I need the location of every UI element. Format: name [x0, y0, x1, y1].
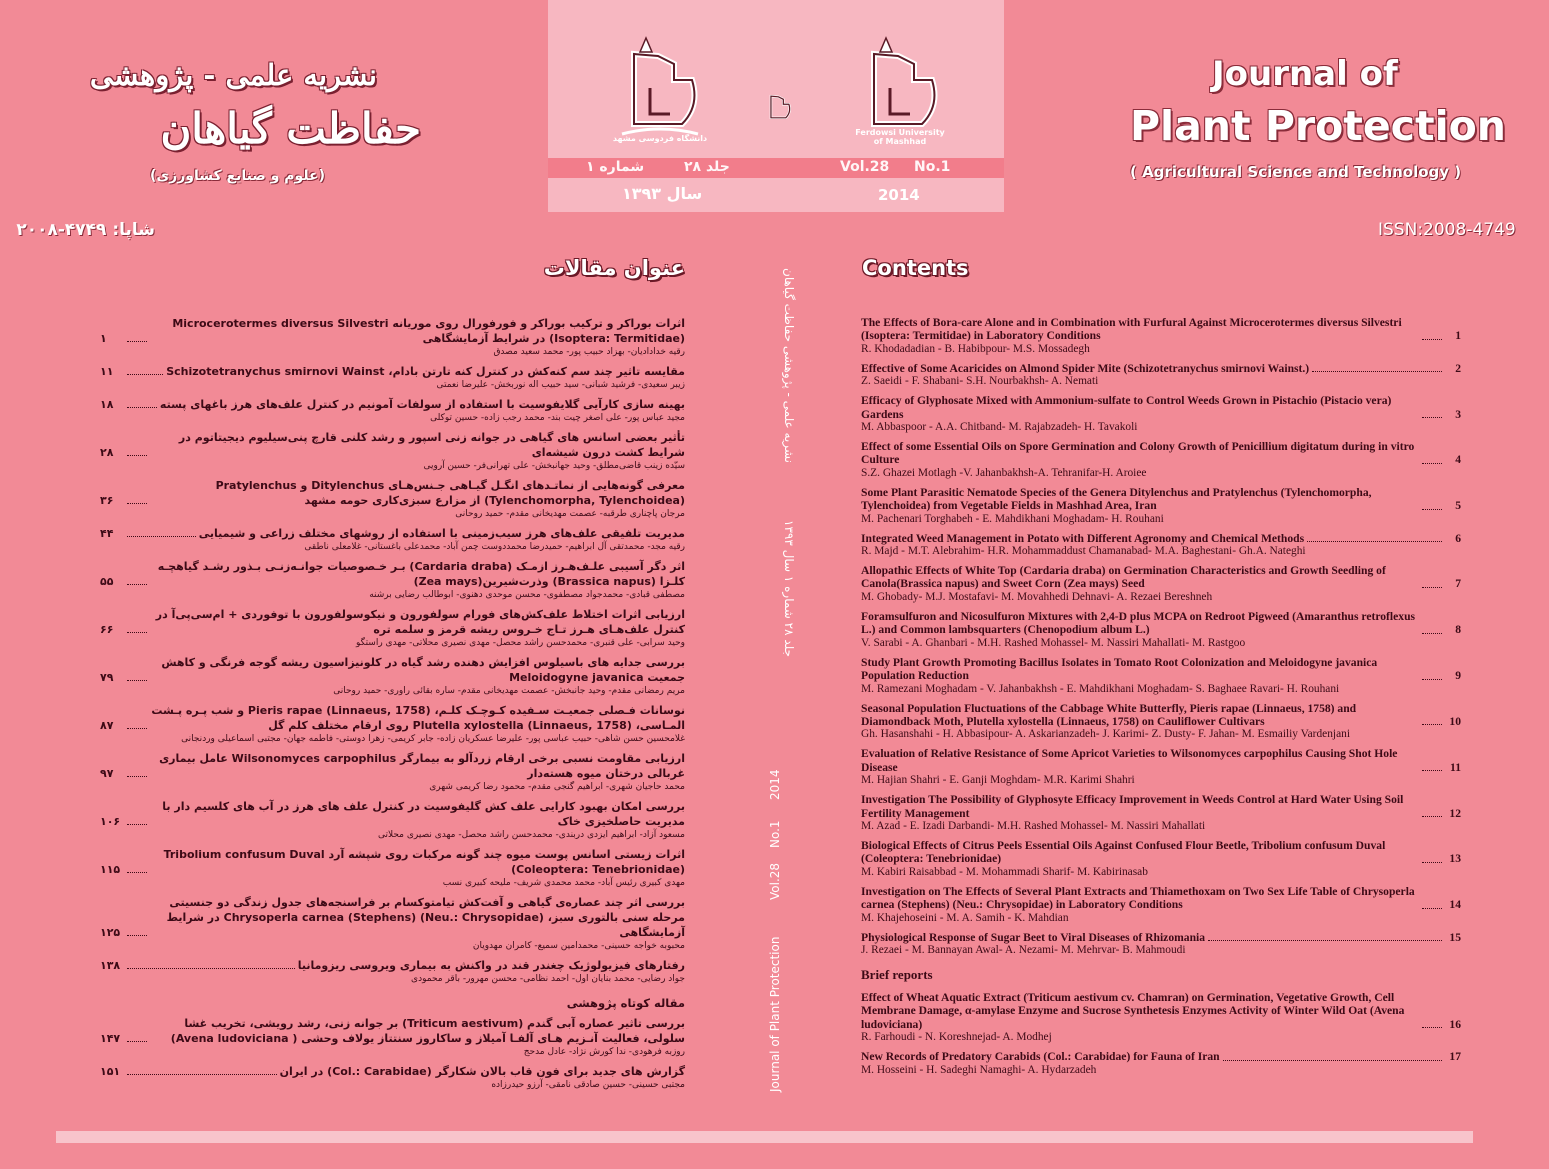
- persian-article-entry: [100, 397, 685, 425]
- article-entry: [861, 610, 1461, 650]
- article-entry: [861, 1050, 1461, 1076]
- persian-article-authors: جواد رضایی- محمد بنایان اول- احمد نظامی- محسن مهرور- باقر محمودی: [411, 974, 685, 984]
- persian-article-authors: مرجان پاچناری طرقبه- عصمت مهدیخانی مقدم- حمید روحانی: [455, 509, 685, 519]
- persian-article-title-row: [100, 526, 685, 541]
- article-entry: [861, 885, 1461, 925]
- article-authors: S.Z. Ghazei Motlagh -V. Jahanbakhsh-A. Tehranifar-H. Aroiee: [861, 466, 1147, 479]
- article-title: Biological Effects of Citrus Peels Essential Oils Against Confused Flour Beetle, Tribolium confusum Duval (Coleoptera: Tenebrionidae): [861, 838, 1386, 866]
- persian-article-title-row: [100, 430, 685, 460]
- article-entry: [861, 362, 1461, 388]
- university-logo-fa: [612, 34, 708, 148]
- article-title-row: [861, 486, 1461, 513]
- article-entry: [861, 486, 1461, 526]
- persian-article-title-row: [100, 655, 685, 685]
- leader-dots: [1422, 816, 1442, 817]
- leader-dots: [127, 584, 147, 585]
- persian-article-title-row: [100, 751, 685, 781]
- leader-dots: [127, 1041, 147, 1042]
- article-title-row: [861, 931, 1461, 944]
- article-authors: R. Farhoudi - N. Koreshnejad- A. Modhej: [861, 1031, 1052, 1044]
- article-title: Effect of Wheat Aquatic Extract (Triticum aestivum cv. Chamran) on Germination, Vegetative Growth, Cell Membrane Damage, α-amylase Enzyme and Sucrose Synthetesis Enzymes Activity of Winter Wild Oat (Avena ludoviciana): [861, 990, 1405, 1031]
- persian-page-number: ۵۵: [100, 575, 114, 588]
- small-logo: [764, 90, 794, 128]
- leader-dots: [1422, 679, 1442, 680]
- leader-dots: [1422, 1027, 1442, 1028]
- year-fa: سال ۱۳۹۳: [622, 184, 703, 203]
- persian-article-title: بهینه سازی کارآیی گلایفوسیت با استفاده از سولفات آمونیم در کنترل علف‌های هرز باغهای پسته: [159, 398, 685, 411]
- article-authors: M. Hosseini - H. Sadeghi Namaghi- A. Hydarzadeh: [861, 1063, 1097, 1076]
- journal-title-line1: Journal of: [1212, 54, 1398, 94]
- article-title-row: [861, 440, 1461, 467]
- article-title: Study Plant Growth Promoting Bacillus Isolates in Tomato Root Colonization and Meloidogyne javanica Population Reduction: [861, 655, 1378, 683]
- page-number: 9: [1455, 669, 1461, 683]
- leader-dots: [1422, 509, 1442, 510]
- persian-page-number: ۱۵۱: [100, 1065, 121, 1078]
- persian-article-title-row: [100, 397, 685, 412]
- persian-article-authors: مجتبی حسینی- حسین صادقی نامقی- آرزو حیدرزاده: [491, 1080, 685, 1090]
- article-authors: Z. Saeidi - F. Shabani- S.H. Nourbakhsh- A. Nemati: [861, 375, 1099, 388]
- leader-dots: [127, 374, 163, 375]
- article-entry: [861, 931, 1461, 957]
- persian-article-title: بررسی جدایه های باسیلوس افزایش دهنده رشد گیاه در کلونیزاسیون ریشه گوجه فرنگی و کاهش جمعیت Meloidogyne javanica: [161, 656, 685, 684]
- article-title-row: [861, 793, 1461, 820]
- persian-article-authors: مسعود آزاد- ابراهیم ایزدی دربندی- محمدحسن راشد محصل- مهدی نصیری محلاتی: [378, 830, 685, 840]
- article-title-row: [861, 885, 1461, 912]
- leader-dots: [127, 632, 147, 633]
- persian-article-title: اثرات بوراکر و ترکیب بوراکر و فورفورال روی موریانه Microcerotermes diversus Silvestri (Isoptera: Termitidae) در شرایط آزمایشگاهی: [172, 317, 685, 345]
- page-number: 15: [1449, 930, 1461, 944]
- persian-article-authors: مصطفی قبادی- محمدجواد مصطفوی- محسن موحدی دهنوی- ابوطالب رضایی برشنه: [369, 590, 685, 600]
- leader-dots: [127, 968, 295, 969]
- article-title: New Records of Predatory Carabids (Col.: Carabidae) for Fauna of Iran: [861, 1050, 1220, 1064]
- persian-page-number: ۸۷: [100, 719, 114, 732]
- page-number: 1: [1455, 329, 1461, 343]
- article-entry: [861, 839, 1461, 879]
- persian-article-authors: مجید عباس پور- علی اصغر چیت بند- محمد رجب زاده- حسین توکلی: [430, 413, 685, 423]
- persian-article-entry: [100, 316, 685, 359]
- persian-page-number: ۲۸: [100, 446, 114, 459]
- article-entry: [861, 656, 1461, 696]
- contents-heading: Contents: [862, 256, 969, 280]
- article-authors: M. Pachenari Torghabeh - E. Mahdikhani Moghadam- H. Rouhani: [861, 512, 1164, 525]
- page-number: 17: [1449, 1050, 1461, 1064]
- spine-title-en: Journal of Plant Protection: [768, 936, 782, 1092]
- leader-dots: [127, 407, 157, 408]
- persian-brief-heading: مقاله کوتاه پژوهشی: [566, 996, 685, 1010]
- article-title-row: [861, 702, 1461, 729]
- persian-page-number: ۱۲۵: [100, 926, 121, 939]
- persian-page-number: ۱۸: [100, 398, 114, 411]
- article-title: Foramsulfuron and Nicosulfuron Mixtures with 2,4-D plus MCPA on Redroot Pigweed (Amaranthus retroflexus L.) and Common lambsquarters (Chenopodium album L.): [861, 609, 1416, 637]
- persian-page-number: ۱۴۷: [100, 1032, 121, 1045]
- leader-dots: [127, 680, 147, 681]
- volume-fa: جلد ۲۸: [684, 159, 730, 175]
- persian-article-authors: زیبر سعیدی- فرشید شبانی- سید حبیب اله نوربخش- علیرضا نعمتی: [436, 380, 685, 390]
- persian-article-title: اثر دگر آسیبی علـف‌هـرز ازمـک (Cardaria draba) بـر خـصوصیات جوانـه‌زنـی بـذور رشـد گیاهچـه کلـزا (Brassica napus) وذرت‌شیرین(Zea mays): [157, 560, 685, 588]
- issn-fa: شاپا: ۴۷۴۹-۲۰۰۸: [16, 220, 155, 240]
- persian-article-authors: غلامحسین حسن شاهی- حبیب عباسی پور- علیرضا عسکریان زاده- جابر کریمی- زهرا دوستی- فاطمه جهان- مجتبی اسماعیلی وردنجانی: [181, 734, 685, 744]
- issue-number-en: No.1: [914, 159, 951, 175]
- article-title: Some Plant Parasitic Nematode Species of the Genera Ditylenchus and Pratylenchus (Tylenchomorpha, Tylenchoidea) from Vegetable Fields in Mashhad Area, Iran: [861, 485, 1372, 513]
- persian-article-title-row: [100, 607, 685, 637]
- persian-title: حفاظت گیاهان: [160, 104, 421, 153]
- persian-article-title: ارزیابی مقاومت نسبی برخی ارقام زردآلو به بیمارگر Wilsonomyces carpophilus عامل بیماری غربالی درختان میوه هسته‌دار: [159, 752, 685, 780]
- persian-contents-list: [100, 316, 685, 1097]
- article-entry: [861, 394, 1461, 434]
- spine-volume: Vol.28: [768, 862, 782, 900]
- article-title: Evaluation of Relative Resistance of Some Apricot Varieties to Wilsonomyces carpophilus Causing Shot Hole Disease: [861, 747, 1398, 774]
- persian-page-number: ۴۴: [100, 527, 114, 540]
- article-title: Investigation on The Effects of Several Plant Extracts and Thiamethoxam on Two Sex Life Table of Chrysoperla carnea (Stephens) (Neu.: Chrysopidae) in Laboratory Conditions: [861, 884, 1415, 912]
- persian-page-number: ۱۱: [100, 365, 114, 378]
- leader-dots: [127, 728, 147, 729]
- article-title: Effect of some Essential Oils on Spore Germination and Colony Growth of Penicillium digitatum during in vitro Culture: [861, 440, 1415, 467]
- article-entry: [861, 991, 1461, 1044]
- page-number: 13: [1449, 852, 1461, 866]
- spine-issue-fa: جلد ۲۸ شماره ۱ سال ۱۳۹۳: [782, 520, 796, 658]
- leader-dots: [1422, 463, 1442, 464]
- volume-bar: [548, 158, 1004, 178]
- volume-en: Vol.28: [840, 159, 890, 175]
- persian-article-title: بررسی تاثیر عصاره آبی گندم (Triticum aestivum) بر جوانه زنی، رشد رویشی، تخریب غشا سلولی، فعالیت آنـزیم هـای آلفـا آمیلاز و ساکاروز سنتتاز یولاف وحشی ( Avena ludoviciana): [170, 1017, 685, 1045]
- persian-article-entry: [100, 847, 685, 890]
- leader-dots: [127, 872, 147, 873]
- leader-dots: [1422, 633, 1442, 634]
- page-number: 3: [1455, 407, 1461, 421]
- leader-dots: [1422, 862, 1442, 863]
- issn-en: ISSN:2008-4749: [1378, 220, 1516, 240]
- persian-article-title-row: [100, 895, 685, 940]
- persian-kicker: نشریه علمی - پژوهشی: [89, 58, 377, 92]
- spine-title-fa: نشریه علمی - پژوهشی حفاظت گیاهان: [782, 268, 796, 463]
- article-entry: [861, 793, 1461, 833]
- journal-title-line2: Plant Protection: [1130, 102, 1506, 150]
- persian-article-authors: رقیه خدادادیان- بهزاد حبیب پور- محمد سعید مصدق: [493, 347, 685, 357]
- persian-article-title-row: [100, 703, 685, 733]
- persian-article-title: رفتارهای فیزیولوژیک چغندر قند در واکنش به بیماری ویروسی ریزومانیا: [297, 959, 685, 972]
- page-number: 12: [1449, 806, 1461, 820]
- article-title-row: [861, 316, 1461, 343]
- article-entry: [861, 747, 1461, 787]
- brief-reports-heading: Brief reports: [861, 966, 933, 982]
- leader-dots: [1208, 940, 1442, 941]
- university-emblem-icon: [612, 34, 708, 144]
- leader-dots: [127, 935, 147, 936]
- logo-caption-fa: دانشگاه فردوسی مشهد: [612, 134, 708, 143]
- page-number: 16: [1449, 1017, 1461, 1031]
- persian-article-entry: [100, 1016, 685, 1059]
- persian-article-entry: [100, 703, 685, 746]
- article-entry: [861, 702, 1461, 742]
- persian-article-entry: [100, 895, 685, 953]
- article-authors: M. Abbaspoor - A.A. Chitband- M. Rajabzadeh- H. Tavakoli: [861, 421, 1138, 434]
- page-number: 14: [1449, 898, 1461, 912]
- persian-article-title: اثرات زیستی اسانس پوست میوه چند گونه مرکبات روی شپشه آرد Tribolium confusum Duval (Coleoptera: Tenebrionidae): [163, 848, 685, 876]
- article-authors: M. Hajian Shahri - E. Ganji Moghdam- M.R. Karimi Shahri: [861, 774, 1135, 787]
- leader-dots: [127, 503, 147, 504]
- article-authors: J. Rezaei - M. Bannayan Awal- A. Nezami- M. Mehrvar- B. Mahmoudi: [861, 943, 1186, 956]
- page-number: 10: [1449, 714, 1461, 728]
- persian-article-title-row: [100, 559, 685, 589]
- persian-article-title-row: [100, 1064, 685, 1079]
- article-authors: Gh. Hasanshahi - H. Abbasipour- A. Askarianzadeh- J. Karimi- Z. Dusty- F. Jahan- M. Esmailiy Vardenjani: [861, 728, 1350, 741]
- issue-number-fa: شماره ۱: [586, 159, 645, 175]
- article-title-row: [861, 747, 1461, 774]
- article-title-row: [861, 532, 1461, 545]
- article-title: Investigation The Possibility of Glyphosyte Efficacy Improvement in Weeds Control at Hard Water Using Soil Fertility Management: [861, 793, 1404, 820]
- article-entry: [861, 532, 1461, 558]
- spine-number: No.1: [768, 820, 782, 848]
- article-authors: M. Ghobady- M.J. Mostafavi- M. Movahhedi Dehnavi- A. Rezaei Bereshneh: [861, 590, 1213, 603]
- persian-article-title-row: [100, 958, 685, 973]
- persian-article-title: مدیریت تلفیقی علف‌های هرز سیب‌زمینی با استفاده از روشهای مختلف زراعی و شیمیایی: [198, 527, 685, 540]
- page-number: 8: [1455, 623, 1461, 637]
- journal-subtitle: ( Agricultural Science and Technology ): [1130, 163, 1462, 181]
- leader-dots: [1422, 770, 1442, 771]
- persian-article-authors: مهدی کبیری رئیس آباد- محمد محمدی شریف- ملیحه کبیری نسب: [442, 878, 685, 888]
- article-title: Efficacy of Glyphosate Mixed with Ammonium-sulfate to Control Weeds Grown in Pistachio (Pistacio vera) Gardens: [861, 394, 1392, 421]
- page-number: 6: [1455, 531, 1461, 545]
- article-title-row: [861, 991, 1461, 1031]
- persian-page-number: ۱: [100, 332, 107, 345]
- article-title-row: [861, 564, 1461, 591]
- leader-dots: [1312, 371, 1442, 372]
- persian-article-entry: [100, 478, 685, 521]
- persian-article-entry: [100, 1064, 685, 1092]
- persian-article-entry: [100, 559, 685, 602]
- leader-dots: [127, 341, 147, 342]
- article-authors: R. Khodadadian - B. Habibpour- M.S. Mossadegh: [861, 342, 1090, 355]
- persian-article-title-row: [100, 847, 685, 877]
- persian-article-authors: وحید سرابی- علی قنبری- محمدحسن راشد محصل- مهدی نصیری محلاتی- مهدی راستگو: [355, 638, 685, 648]
- leader-dots: [1422, 587, 1442, 588]
- page-number: 7: [1455, 577, 1461, 591]
- logo-caption-en: Ferdowsi University of Mashhad: [855, 128, 945, 146]
- persian-article-title-row: [100, 364, 685, 379]
- small-emblem-icon: [764, 90, 794, 124]
- leader-dots: [1307, 541, 1442, 542]
- persian-subtitle: (علوم و صنایع کشاورزی): [149, 168, 325, 184]
- article-authors: M. Kabiri Raisabbad - M. Mohammadi Sharif- M. Kabirinasab: [861, 865, 1148, 878]
- persian-article-title-row: [100, 478, 685, 508]
- article-authors: M. Ramezani Moghadam - V. Jahanbakhsh - E. Mahdikhani Moghadam- S. Baghaee Ravari- H. Rouhani: [861, 682, 1340, 695]
- persian-article-authors: سیّده زینب قاضی‌مطلق- وحید جهانبخش- علی تهرانی‌فر- حسین آرویی: [423, 461, 685, 471]
- bottom-strip: [56, 1131, 1473, 1143]
- article-title-row: [861, 1050, 1461, 1063]
- persian-page-number: ۹۷: [100, 767, 114, 780]
- page-number: 4: [1455, 453, 1461, 467]
- article-title-row: [861, 839, 1461, 866]
- article-authors: R. Majd - M.T. Alebrahim- H.R. Mohammaddust Chamanabad- M.A. Baghestani- Gh.A. Nateghi: [861, 545, 1306, 558]
- persian-page-number: ۱۰۶: [100, 815, 121, 828]
- persian-article-title: ارزیابی اثرات اختلاط علف‌کش‌های فورام سولفورون و نیکوسولفورون با توفوردی + ام‌سی‌پی‌آ در کنترل علف‌هـای هـرز تـاج خـروس ریشه قرمز و سلمه تره: [155, 608, 685, 636]
- page-number: 11: [1450, 760, 1461, 774]
- english-contents-list: [861, 316, 1461, 1083]
- leader-dots: [1422, 908, 1442, 909]
- persian-article-authors: روزبه فرهودی- ندا کورش نژاد- عادل مدحج: [523, 1047, 685, 1057]
- spine-year: 2014: [768, 769, 782, 800]
- leader-dots: [1422, 417, 1442, 418]
- article-title-row: [861, 610, 1461, 637]
- article-entry: [861, 440, 1461, 480]
- persian-article-title: نوسانات فـصلی جمعیـت سـفیده کـوچـک کلـم، Pieris rapae (Linnaeus, 1758) و شب پـره پـشت المـاسی، Plutella xylostella (Linnaeus, 1758) روی ارقام مختلف کلم گل: [151, 704, 685, 732]
- article-authors: M. Azad - E. Izadi Darbandi- M.H. Rashed Mohassel- M. Nassiri Mahallati: [861, 819, 1206, 832]
- persian-page-number: ۶۶: [100, 623, 114, 636]
- persian-article-authors: محبوبه خواجه حسینی- محمدامین سمیع- کامران مهدویان: [472, 941, 685, 951]
- persian-article-entry: [100, 364, 685, 392]
- article-entry: [861, 564, 1461, 604]
- article-title-row: [861, 656, 1461, 683]
- persian-article-title: معرفی گونه‌هایی از نماتـدهای انگـل گیـاهی جـنس‌هـای Ditylenchus و Pratylenchus (Tylenchomorpha, Tylenchoidea) از مزارع سبزی‌کاری حومه مشهد: [215, 479, 685, 507]
- article-title-row: [861, 394, 1461, 421]
- article-title-row: [861, 362, 1461, 375]
- page-number: 2: [1455, 361, 1461, 375]
- persian-page-number: ۱۱۵: [100, 863, 121, 876]
- leader-dots: [127, 776, 147, 777]
- persian-article-authors: رقیه مجد- محمدتقی آل ابراهیم- حمیدرضا محمددوست چمن آباد- محمدعلی باغستانی- غلامعلی ناطقی: [304, 542, 685, 552]
- persian-article-entry: [100, 958, 685, 986]
- leader-dots: [127, 824, 147, 825]
- leader-dots: [1223, 1060, 1442, 1061]
- persian-article-authors: مریم رمضانی مقدم- وحید جانبخش- عصمت مهدیخانی مقدم- ساره بقائی راوری- حمید روحانی: [333, 686, 685, 696]
- leader-dots: [1422, 339, 1442, 340]
- persian-article-title-row: [100, 1016, 685, 1046]
- persian-article-entry: [100, 751, 685, 794]
- persian-article-title: مقایسه تاثیر چند سم کنه‌کش در کنترل کنه تارتن بادام، Schizotetranychus smirnovi Wainst: [166, 365, 685, 378]
- persian-article-entry: [100, 799, 685, 842]
- persian-article-entry: [100, 607, 685, 650]
- persian-article-entry: [100, 430, 685, 473]
- article-title: Integrated Weed Management in Potato with Different Agronomy and Chemical Methods: [861, 531, 1305, 545]
- persian-page-number: ۳۶: [100, 494, 114, 507]
- persian-article-title: بررسی اثر چند عصاره‌ی گیاهی و آفت‌کش تیامتوکسام بر فراسنجه‌های جدول زندگی دو جنسیتی مرحله سنی بالتوری سبز، Chrysoperla carnea (Stephens) (Neu.: Chrysopidae) در شرایط آزمایشگاهی: [166, 896, 685, 939]
- persian-page-number: ۱۳۸: [100, 959, 121, 972]
- persian-article-title: بررسی امکان بهبود کارایی علف کش گلیفوسیت در کنترل علف های هرز در آب های کلسیم دار با مدیریت حاصلخیزی خاک: [162, 800, 685, 828]
- article-title: Allopathic Effects of White Top (Cardaria draba) on Germination Characteristics and Growth Seedling of Canola(Brassica napus) and Sweet Corn (Zea mays) Seed: [861, 564, 1386, 591]
- article-title: The Effects of Bora-care Alone and in Combination with Furfural Against Microcerotermes diversus Silvestri (Isoptera: Termitidae) in Laboratory Conditions: [861, 316, 1402, 343]
- article-authors: V. Sarabi - A. Ghanbari - M.H. Rashed Mohassel- M. Nassiri Mahallati- M. Rastgoo: [861, 636, 1246, 649]
- persian-contents-heading: عنوان مقالات: [543, 256, 685, 280]
- persian-article-entry: [100, 526, 685, 554]
- article-title: Physiological Response of Sugar Beet to Viral Diseases of Rhizomania: [861, 930, 1206, 944]
- persian-article-title: تأثیر بعضی اسانس های گیاهی در جوانه زنی اسپور و رشد کلنی قارچ پنی‌سیلیوم دیجیتاتوم در شرایط کشت درون شیشه‌ای: [178, 431, 685, 459]
- article-title: Effective of Some Acaricides on Almond Spider Mite (Schizotetranychus smirnovi Wainst.): [861, 361, 1310, 375]
- persian-article-title-row: [100, 799, 685, 829]
- persian-article-title-row: [100, 316, 685, 346]
- article-title: Seasonal Population Fluctuations of the Cabbage White Butterfly, Pieris rapae (Linnaeus, 1758) and Diamondback Moth, Plutella xylostella (Linnaeus, 1758) on Cauliflower Cultivars: [861, 701, 1357, 728]
- leader-dots: [127, 1074, 277, 1075]
- persian-article-entry: [100, 655, 685, 698]
- leader-dots: [1422, 724, 1442, 725]
- persian-article-authors: محمد حاجیان شهری- ابراهیم گنجی مقدم- محمود رضا کریمی شهری: [429, 782, 685, 792]
- page-number: 5: [1455, 499, 1461, 513]
- article-authors: M. Khajehoseini - M. A. Samih - K. Mahdian: [861, 911, 1069, 924]
- year-en: 2014: [878, 186, 920, 204]
- persian-page-number: ۷۹: [100, 671, 114, 684]
- leader-dots: [127, 455, 147, 456]
- leader-dots: [127, 536, 196, 537]
- article-entry: [861, 316, 1461, 356]
- persian-article-title: گزارش های جدید برای فون قاب بالان شکارگر (Col.: Carabidae) در ایران: [279, 1065, 685, 1078]
